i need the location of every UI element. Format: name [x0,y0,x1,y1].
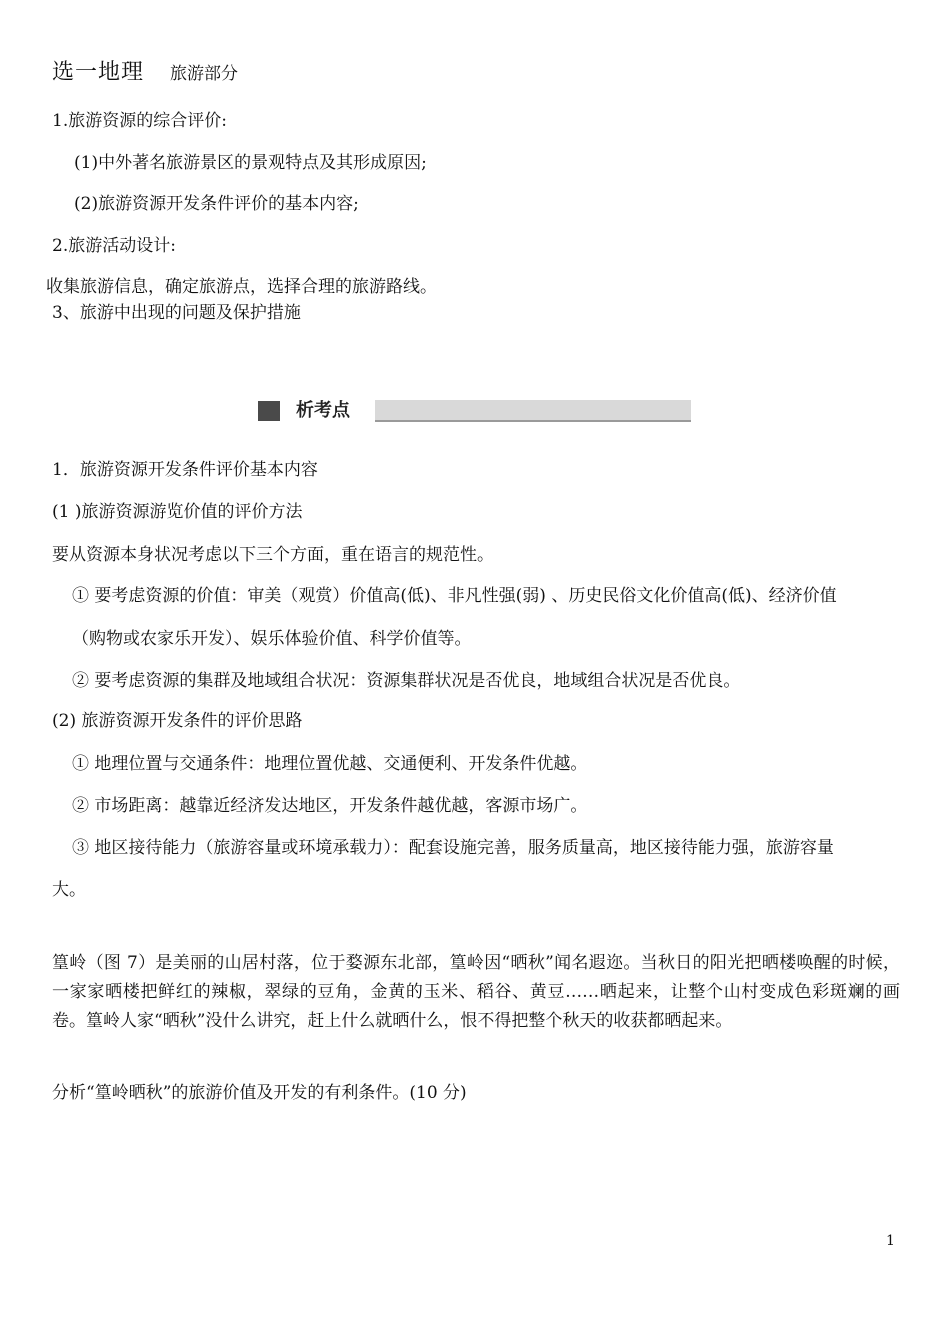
page-number: 1 [886,1233,895,1249]
outline-item-1-sub-1: (1)中外著名旅游景区的景观特点及其形成原因; [74,153,427,173]
question-passage: 篁岭（图 7）是美丽的山居村落，位于婺源东北部，篁岭因“晒秋”闻名遐迩。当秋日的阳光把晒楼唤醒的时候，一家家晒楼把鲜红的辣椒，翠绿的豆角，金黄的玉米、稻谷、黄豆……晒起来，让整个山村变成色彩斑斓的画卷。篁岭人家“晒秋”没什么讲究，赶上什么就晒什么，恨不得把整个秋天的收获都晒起来。 [52,953,900,1031]
analysis-sub1-point2: ② 要考虑资源的集群及地域组合状况：资源集群状况是否优良，地域组合状况是否优良。 [72,671,741,691]
analysis-heading: 1．旅游资源开发条件评价基本内容 [52,460,318,480]
analysis-sub1-point1-line1: ① 要考虑资源的价值：审美（观赏）价值高(低)、非凡性强(弱) 、历史民俗文化价值高(低)、经济价值 [72,586,837,606]
outline-item-1: 1.旅游资源的综合评价: [52,111,227,131]
analysis-sub1-title: (1 )旅游资源游览价值的评价方法 [52,502,303,522]
outline-item-3: 3、旅游中出现的问题及保护措施 [52,303,301,323]
analysis-sub2-title: (2) 旅游资源开发条件的评价思路 [52,711,303,731]
page-title: 选一地理 [52,60,145,85]
analysis-sub1-point1-line2: （购物或农家乐开发）、娱乐体验价值、科学价值等。 [72,629,472,649]
analysis-sub2-point3-line2: 大。 [52,880,86,900]
outline-item-1-sub-2: (2)旅游资源开发条件评价的基本内容; [74,194,359,214]
section-square-icon [258,401,280,421]
section-header [258,398,698,424]
analysis-sub2-point3-line1: ③ 地区接待能力（旅游容量或环境承载力）：配套设施完善，服务质量高，地区接待能力强，旅游容量 [72,838,834,858]
section-divider [375,400,691,422]
page-header [52,62,238,85]
analysis-sub2-point2: ② 市场距离：越靠近经济发达地区，开发条件越优越，客源市场广。 [72,796,588,816]
outline-item-2-detail: 收集旅游信息，确定旅游点，选择合理的旅游路线。 [46,277,437,297]
analysis-sub1-intro: 要从资源本身状况考虑以下三个方面，重在语言的规范性。 [52,545,494,565]
page-subtitle: 旅游部分 [170,64,239,84]
analysis-sub2-point1: ① 地理位置与交通条件：地理位置优越、交通便利、开发条件优越。 [72,754,588,774]
question-prompt: 分析“篁岭晒秋”的旅游价值及开发的有利条件。(10 分) [52,1083,467,1103]
section-label: 析考点 [296,400,350,421]
outline-item-2: 2.旅游活动设计: [52,236,176,256]
